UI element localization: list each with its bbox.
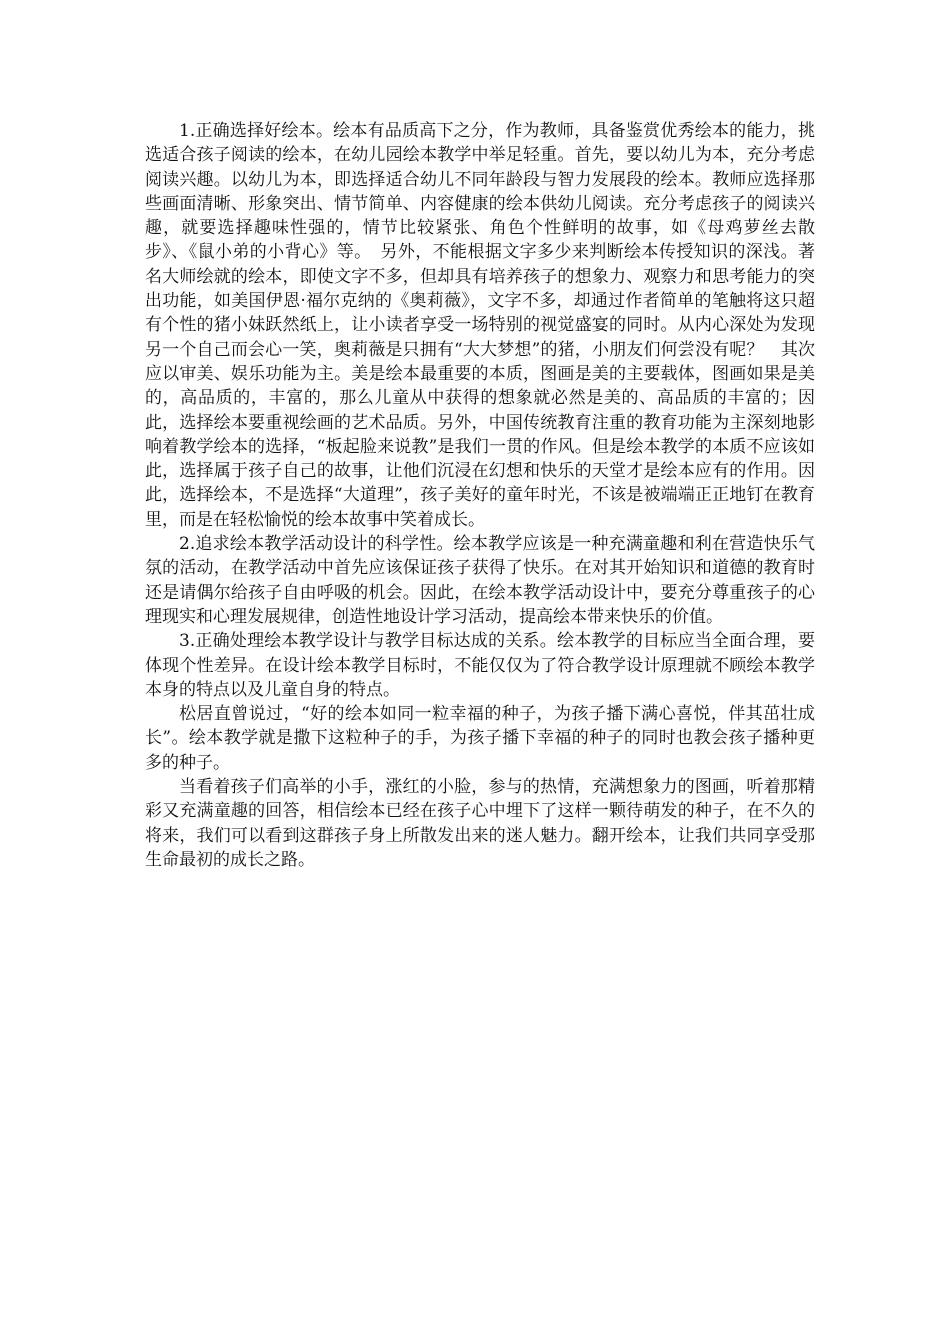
paragraph-5: 当看着孩子们高举的小手，涨红的小脸，参与的热情，充满想象力的图画，听着那精彩又充满童趣的回答，相信绘本已经在孩子心中埋下了这样一颗待萌发的种子，在不久的将来，我们可以看到这群孩子身上所散发出来的迷人魅力。翻开绘本，让我们共同享受那生命最初的成长之路。 — [145, 777, 815, 870]
document-body — [145, 119, 815, 872]
paragraph-4: 松居直曾说过，“好的绘本如同一粒幸福的种子，为孩子播下满心喜悦，伴其茁壮成长”。绘本教学就是撒下这粒种子的手，为孩子播下幸福的种子的同时也教会孩子播种更多的种子。 — [145, 704, 815, 773]
paragraph-2: 2.追求绘本教学活动设计的科学性。绘本教学应该是一种充满童趣和利在营造快乐气氛的活动，在教学活动中首先应该保证孩子获得了快乐。在对其开始知识和道德的教育时还是请偶尔给孩子自由呼吸的机会。因此，在绘本教学活动设计中，要充分尊重孩子的心理现实和心理发展规律，创造性地设计学习活动，提高绘本带来快乐的价值。 — [145, 534, 815, 627]
paragraph-1: 1.正确选择好绘本。绘本有品质高下之分，作为教师，具备鉴赏优秀绘本的能力，挑选适合孩子阅读的绘本，在幼儿园绘本教学中举足轻重。首先，要以幼儿为本，充分考虑阅读兴趣。以幼儿为本，即选择适合幼儿不同年龄段与智力发展段的绘本。教师应选择那些画面清晰、形象突出、情节简单、内容健康的绘本供幼儿阅读。充分考虑孩子的阅读兴趣，就要选择趣味性强的，情节比较紧张、角色个性鲜明的故事，如《母鸡萝丝去散步》、《鼠小弟的小背心》等。 另外，不能根据文字多少来判断绘本传授知识的深浅。著名大师绘就的绘本，即使文字不多，但却具有培养孩子的想象力、观察力和思考能力的突出功能，如美国伊恩·福尔克纳的《奥莉薇》，文字不多，却通过作者简单的笔触将这只超有个性的猪小妹跃然纸上，让小读者享受一场特别的视觉盛宴的同时。从内心深处为发现另一个自己而会心一笑，奥莉薇是只拥有“大大梦想”的猪，小朋友们何尝没有呢？ 其次应以审美、娱乐功能为主。美是绘本最重要的本质，图画是美的主要载体，图画如果是美的，高品质的，丰富的，那么儿童从中获得的想象就必然是美的、高品质的丰富的；因此，选择绘本要重视绘画的艺术品质。另外，中国传统教育注重的教育功能为主深刻地影响着教学绘本的选择，“板起脸来说教”是我们一贯的作风。但是绘本教学的本质不应该如此，选择属于孩子自己的故事，让他们沉浸在幻想和快乐的天堂才是绘本应有的作用。因此，选择绘本，不是选择“大道理”，孩子美好的童年时光，不该是被端端正正地钉在教育里，而是在轻松愉悦的绘本故事中笑着成长。 — [145, 121, 815, 530]
paragraph-3: 3.正确处理绘本教学设计与教学目标达成的关系。绘本教学的目标应当全面合理，要体现个性差异。在设计绘本教学目标时，不能仅仅为了符合教学设计原理就不顾绘本教学本身的特点以及儿童自身的特点。 — [145, 631, 815, 700]
